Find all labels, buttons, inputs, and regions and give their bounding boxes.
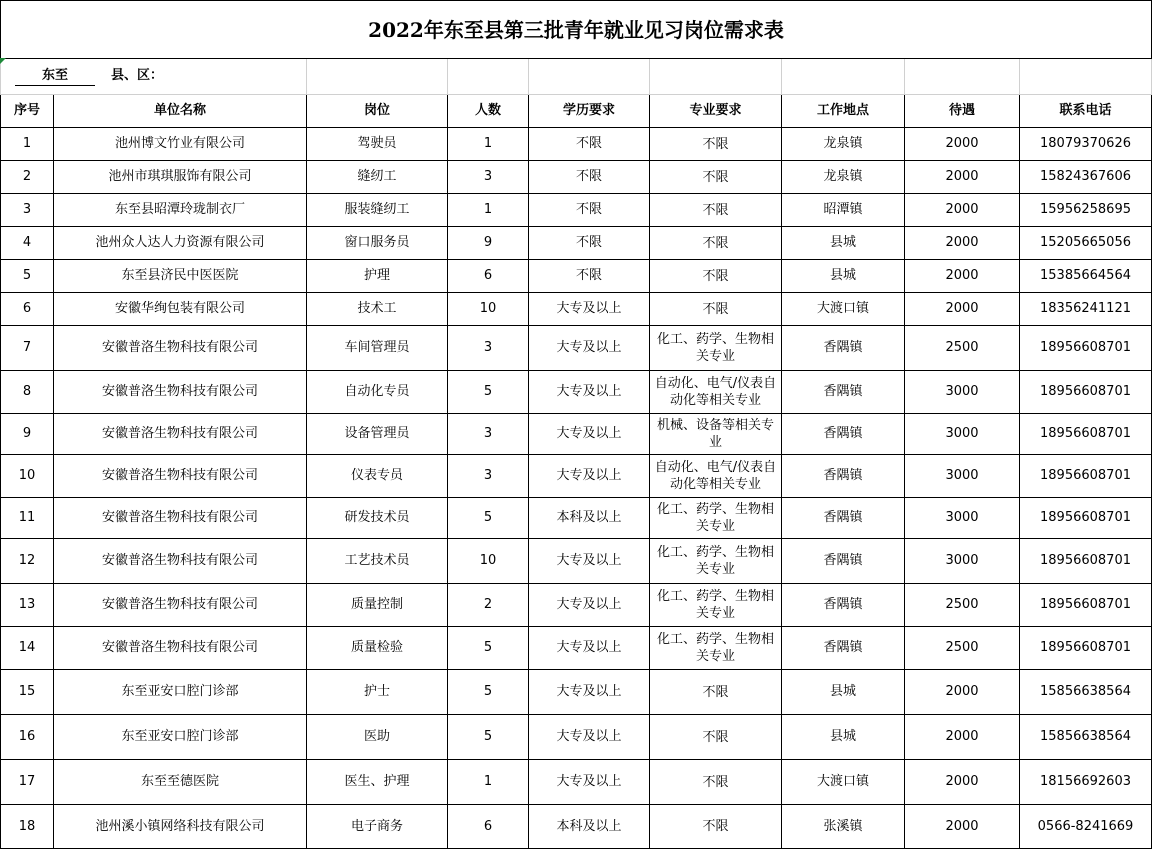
education-requirement-cell[interactable]: 大专及以上	[529, 293, 650, 326]
major-requirement-cell[interactable]: 不限	[650, 715, 782, 760]
row-number-cell[interactable]: 7	[1, 326, 54, 371]
empty-cell[interactable]	[782, 59, 905, 95]
position-cell[interactable]: 医助	[307, 715, 448, 760]
county-name: 东至	[15, 67, 95, 86]
empty-cell[interactable]	[650, 59, 782, 95]
position-cell[interactable]: 车间管理员	[307, 326, 448, 371]
contact-phone-cell[interactable]: 18956608701	[1020, 455, 1152, 498]
major-requirement-cell[interactable]: 不限	[650, 260, 782, 293]
salary-cell[interactable]: 2000	[905, 805, 1020, 849]
region-cell[interactable]	[1, 59, 307, 95]
headcount-cell[interactable]: 2	[448, 584, 529, 627]
work-location-cell[interactable]: 香隅镇	[782, 414, 905, 455]
education-requirement-cell[interactable]: 不限	[529, 194, 650, 227]
contact-phone-cell[interactable]: 15824367606	[1020, 161, 1152, 194]
headcount-cell[interactable]: 1	[448, 128, 529, 161]
major-requirement-cell[interactable]: 不限	[650, 194, 782, 227]
major-requirement-cell[interactable]: 自动化、电气/仪表自动化等相关专业	[650, 371, 782, 414]
major-requirement-cell[interactable]: 不限	[650, 760, 782, 805]
header-cell[interactable]: 联系电话	[1020, 95, 1152, 128]
company-name-cell[interactable]: 东至县昭潭玲珑制衣厂	[54, 194, 307, 227]
header-cell[interactable]: 单位名称	[54, 95, 307, 128]
salary-cell[interactable]: 3000	[905, 455, 1020, 498]
salary-cell[interactable]: 2500	[905, 627, 1020, 670]
company-name-cell[interactable]: 东至亚安口腔门诊部	[54, 670, 307, 715]
salary-cell[interactable]: 2000	[905, 194, 1020, 227]
work-location-cell[interactable]: 大渡口镇	[782, 293, 905, 326]
headcount-cell[interactable]: 5	[448, 627, 529, 670]
contact-phone-cell[interactable]: 18956608701	[1020, 539, 1152, 584]
row-number-cell[interactable]: 15	[1, 670, 54, 715]
contact-phone-cell[interactable]: 18356241121	[1020, 293, 1152, 326]
table-row	[1, 293, 1152, 326]
major-requirement-cell[interactable]: 化工、药学、生物相关专业	[650, 498, 782, 539]
row-number-cell[interactable]: 14	[1, 627, 54, 670]
position-cell[interactable]: 驾驶员	[307, 128, 448, 161]
major-requirement-cell[interactable]: 不限	[650, 805, 782, 849]
company-name-cell[interactable]: 安徽普洛生物科技有限公司	[54, 371, 307, 414]
table-row	[1, 539, 1152, 584]
work-location-cell[interactable]: 香隅镇	[782, 455, 905, 498]
header-cell[interactable]: 人数	[448, 95, 529, 128]
salary-cell[interactable]: 2500	[905, 584, 1020, 627]
work-location-cell[interactable]: 香隅镇	[782, 584, 905, 627]
contact-phone-cell[interactable]: 18956608701	[1020, 414, 1152, 455]
row-number-cell[interactable]: 16	[1, 715, 54, 760]
headcount-cell[interactable]: 3	[448, 455, 529, 498]
headcount-cell[interactable]: 1	[448, 760, 529, 805]
contact-phone-cell[interactable]: 15956258695	[1020, 194, 1152, 227]
education-requirement-cell[interactable]: 大专及以上	[529, 414, 650, 455]
education-requirement-cell[interactable]: 本科及以上	[529, 805, 650, 849]
position-cell[interactable]: 缝纫工	[307, 161, 448, 194]
headcount-cell[interactable]: 3	[448, 326, 529, 371]
position-cell[interactable]: 设备管理员	[307, 414, 448, 455]
row-number-cell[interactable]: 12	[1, 539, 54, 584]
contact-phone-cell[interactable]: 18956608701	[1020, 371, 1152, 414]
education-requirement-cell[interactable]: 不限	[529, 260, 650, 293]
position-cell[interactable]: 研发技术员	[307, 498, 448, 539]
contact-phone-cell[interactable]: 18156692603	[1020, 760, 1152, 805]
empty-cell[interactable]	[1020, 59, 1152, 95]
table-row	[1, 128, 1152, 161]
contact-phone-cell[interactable]: 15856638564	[1020, 670, 1152, 715]
headcount-cell[interactable]: 5	[448, 670, 529, 715]
work-location-cell[interactable]: 龙泉镇	[782, 161, 905, 194]
row-number-cell[interactable]: 6	[1, 293, 54, 326]
education-requirement-cell[interactable]: 大专及以上	[529, 326, 650, 371]
education-requirement-cell[interactable]: 本科及以上	[529, 498, 650, 539]
salary-cell[interactable]: 3000	[905, 371, 1020, 414]
company-name-cell[interactable]: 安徽普洛生物科技有限公司	[54, 414, 307, 455]
salary-cell[interactable]: 2000	[905, 760, 1020, 805]
major-requirement-cell[interactable]: 化工、药学、生物相关专业	[650, 627, 782, 670]
salary-cell[interactable]: 2500	[905, 326, 1020, 371]
position-cell[interactable]: 护士	[307, 670, 448, 715]
major-requirement-cell[interactable]: 化工、药学、生物相关专业	[650, 539, 782, 584]
table-row	[1, 455, 1152, 498]
education-requirement-cell[interactable]: 大专及以上	[529, 760, 650, 805]
company-name-cell[interactable]: 安徽普洛生物科技有限公司	[54, 326, 307, 371]
position-cell[interactable]: 电子商务	[307, 805, 448, 849]
salary-cell[interactable]: 2000	[905, 128, 1020, 161]
table-row	[1, 670, 1152, 715]
header-cell[interactable]: 专业要求	[650, 95, 782, 128]
table-row	[1, 371, 1152, 414]
salary-cell[interactable]: 2000	[905, 227, 1020, 260]
major-requirement-cell[interactable]: 化工、药学、生物相关专业	[650, 584, 782, 627]
company-name-cell[interactable]: 安徽普洛生物科技有限公司	[54, 498, 307, 539]
company-name-cell[interactable]: 池州溪小镇网络科技有限公司	[54, 805, 307, 849]
education-requirement-cell[interactable]: 不限	[529, 161, 650, 194]
selection-corner-marker	[0, 58, 6, 64]
work-location-cell[interactable]: 香隅镇	[782, 326, 905, 371]
row-number-cell[interactable]: 13	[1, 584, 54, 627]
company-name-cell[interactable]: 池州众人达人力资源有限公司	[54, 227, 307, 260]
major-requirement-cell[interactable]: 机械、设备等相关专业	[650, 414, 782, 455]
table-row	[1, 584, 1152, 627]
work-location-cell[interactable]: 县城	[782, 260, 905, 293]
row-number-cell[interactable]: 8	[1, 371, 54, 414]
headcount-cell[interactable]: 6	[448, 260, 529, 293]
headcount-cell[interactable]: 10	[448, 293, 529, 326]
position-cell[interactable]: 质量控制	[307, 584, 448, 627]
table-row	[1, 498, 1152, 539]
work-location-cell[interactable]: 张溪镇	[782, 805, 905, 849]
table-row	[1, 326, 1152, 371]
contact-phone-cell[interactable]: 18956608701	[1020, 627, 1152, 670]
position-cell[interactable]: 仪表专员	[307, 455, 448, 498]
row-number-cell[interactable]: 9	[1, 414, 54, 455]
row-number-cell[interactable]: 3	[1, 194, 54, 227]
work-location-cell[interactable]: 香隅镇	[782, 371, 905, 414]
empty-cell[interactable]	[307, 59, 448, 95]
education-requirement-cell[interactable]: 大专及以上	[529, 670, 650, 715]
row-number-cell[interactable]: 1	[1, 128, 54, 161]
headcount-cell[interactable]: 5	[448, 498, 529, 539]
contact-phone-cell[interactable]: 0566-8241669	[1020, 805, 1152, 849]
work-location-cell[interactable]: 县城	[782, 227, 905, 260]
row-number-cell[interactable]: 4	[1, 227, 54, 260]
position-cell[interactable]: 质量检验	[307, 627, 448, 670]
work-location-cell[interactable]: 县城	[782, 670, 905, 715]
company-name-cell[interactable]: 池州博文竹业有限公司	[54, 128, 307, 161]
work-location-cell[interactable]: 香隅镇	[782, 539, 905, 584]
contact-phone-cell[interactable]: 15856638564	[1020, 715, 1152, 760]
region-suffix: 县、区：	[111, 68, 164, 83]
education-requirement-cell[interactable]: 大专及以上	[529, 455, 650, 498]
company-name-cell[interactable]: 东至县济民中医医院	[54, 260, 307, 293]
row-number-cell[interactable]: 5	[1, 260, 54, 293]
education-requirement-cell[interactable]: 不限	[529, 128, 650, 161]
company-name-cell[interactable]: 池州市琪琪服饰有限公司	[54, 161, 307, 194]
education-requirement-cell[interactable]: 大专及以上	[529, 627, 650, 670]
header-cell[interactable]: 序号	[1, 95, 54, 128]
headcount-cell[interactable]: 3	[448, 161, 529, 194]
position-cell[interactable]: 服装缝纫工	[307, 194, 448, 227]
company-name-cell[interactable]: 东至亚安口腔门诊部	[54, 715, 307, 760]
table-row	[1, 805, 1152, 849]
table-row	[1, 627, 1152, 670]
salary-cell[interactable]: 2000	[905, 670, 1020, 715]
header-cell[interactable]: 工作地点	[782, 95, 905, 128]
education-requirement-cell[interactable]: 大专及以上	[529, 715, 650, 760]
position-cell[interactable]: 技术工	[307, 293, 448, 326]
row-number-cell[interactable]: 2	[1, 161, 54, 194]
headcount-cell[interactable]: 5	[448, 371, 529, 414]
contact-phone-cell[interactable]: 18079370626	[1020, 128, 1152, 161]
empty-cell[interactable]	[529, 59, 650, 95]
work-location-cell[interactable]: 大渡口镇	[782, 760, 905, 805]
page-title[interactable]: 2022年东至县第三批青年就业见习岗位需求表	[1, 1, 1152, 59]
major-requirement-cell[interactable]: 不限	[650, 670, 782, 715]
table-row	[1, 715, 1152, 760]
company-name-cell[interactable]: 安徽普洛生物科技有限公司	[54, 539, 307, 584]
empty-cell[interactable]	[448, 59, 529, 95]
contact-phone-cell[interactable]: 18956608701	[1020, 326, 1152, 371]
salary-cell[interactable]: 3000	[905, 414, 1020, 455]
education-requirement-cell[interactable]: 大专及以上	[529, 584, 650, 627]
major-requirement-cell[interactable]: 自动化、电气/仪表自动化等相关专业	[650, 455, 782, 498]
company-name-cell[interactable]: 东至至德医院	[54, 760, 307, 805]
salary-cell[interactable]: 3000	[905, 539, 1020, 584]
headcount-cell[interactable]: 5	[448, 715, 529, 760]
major-requirement-cell[interactable]: 不限	[650, 161, 782, 194]
headcount-cell[interactable]: 1	[448, 194, 529, 227]
work-location-cell[interactable]: 香隅镇	[782, 498, 905, 539]
position-cell[interactable]: 窗口服务员	[307, 227, 448, 260]
headcount-cell[interactable]: 10	[448, 539, 529, 584]
header-cell[interactable]: 待遇	[905, 95, 1020, 128]
table-row	[1, 414, 1152, 455]
table-row	[1, 760, 1152, 805]
header-row	[1, 95, 1152, 128]
table-row	[1, 260, 1152, 293]
work-location-cell[interactable]: 香隅镇	[782, 627, 905, 670]
major-requirement-cell[interactable]: 化工、药学、生物相关专业	[650, 326, 782, 371]
table-row	[1, 194, 1152, 227]
headcount-cell[interactable]: 9	[448, 227, 529, 260]
salary-cell[interactable]: 3000	[905, 498, 1020, 539]
company-name-cell[interactable]: 安徽普洛生物科技有限公司	[54, 584, 307, 627]
table-row	[1, 227, 1152, 260]
row-number-cell[interactable]: 17	[1, 760, 54, 805]
header-cell[interactable]: 学历要求	[529, 95, 650, 128]
contact-phone-cell[interactable]: 15205665056	[1020, 227, 1152, 260]
education-requirement-cell[interactable]: 大专及以上	[529, 371, 650, 414]
headcount-cell[interactable]: 3	[448, 414, 529, 455]
salary-cell[interactable]: 2000	[905, 161, 1020, 194]
major-requirement-cell[interactable]: 不限	[650, 128, 782, 161]
header-cell[interactable]: 岗位	[307, 95, 448, 128]
education-requirement-cell[interactable]: 不限	[529, 227, 650, 260]
company-name-cell[interactable]: 安徽华绚包装有限公司	[54, 293, 307, 326]
headcount-cell[interactable]: 6	[448, 805, 529, 849]
table-row	[1, 161, 1152, 194]
position-cell[interactable]: 护理	[307, 260, 448, 293]
position-cell[interactable]: 医生、护理	[307, 760, 448, 805]
position-cell[interactable]: 工艺技术员	[307, 539, 448, 584]
contact-phone-cell[interactable]: 15385664564	[1020, 260, 1152, 293]
row-number-cell[interactable]: 10	[1, 455, 54, 498]
empty-cell[interactable]	[905, 59, 1020, 95]
education-requirement-cell[interactable]: 大专及以上	[529, 539, 650, 584]
row-number-cell[interactable]: 11	[1, 498, 54, 539]
company-name-cell[interactable]: 安徽普洛生物科技有限公司	[54, 455, 307, 498]
salary-cell[interactable]: 2000	[905, 260, 1020, 293]
work-location-cell[interactable]: 龙泉镇	[782, 128, 905, 161]
position-cell[interactable]: 自动化专员	[307, 371, 448, 414]
work-location-cell[interactable]: 县城	[782, 715, 905, 760]
work-location-cell[interactable]: 昭潭镇	[782, 194, 905, 227]
contact-phone-cell[interactable]: 18956608701	[1020, 584, 1152, 627]
major-requirement-cell[interactable]: 不限	[650, 293, 782, 326]
salary-cell[interactable]: 2000	[905, 293, 1020, 326]
major-requirement-cell[interactable]: 不限	[650, 227, 782, 260]
contact-phone-cell[interactable]: 18956608701	[1020, 498, 1152, 539]
company-name-cell[interactable]: 安徽普洛生物科技有限公司	[54, 627, 307, 670]
salary-cell[interactable]: 2000	[905, 715, 1020, 760]
row-number-cell[interactable]: 18	[1, 805, 54, 849]
